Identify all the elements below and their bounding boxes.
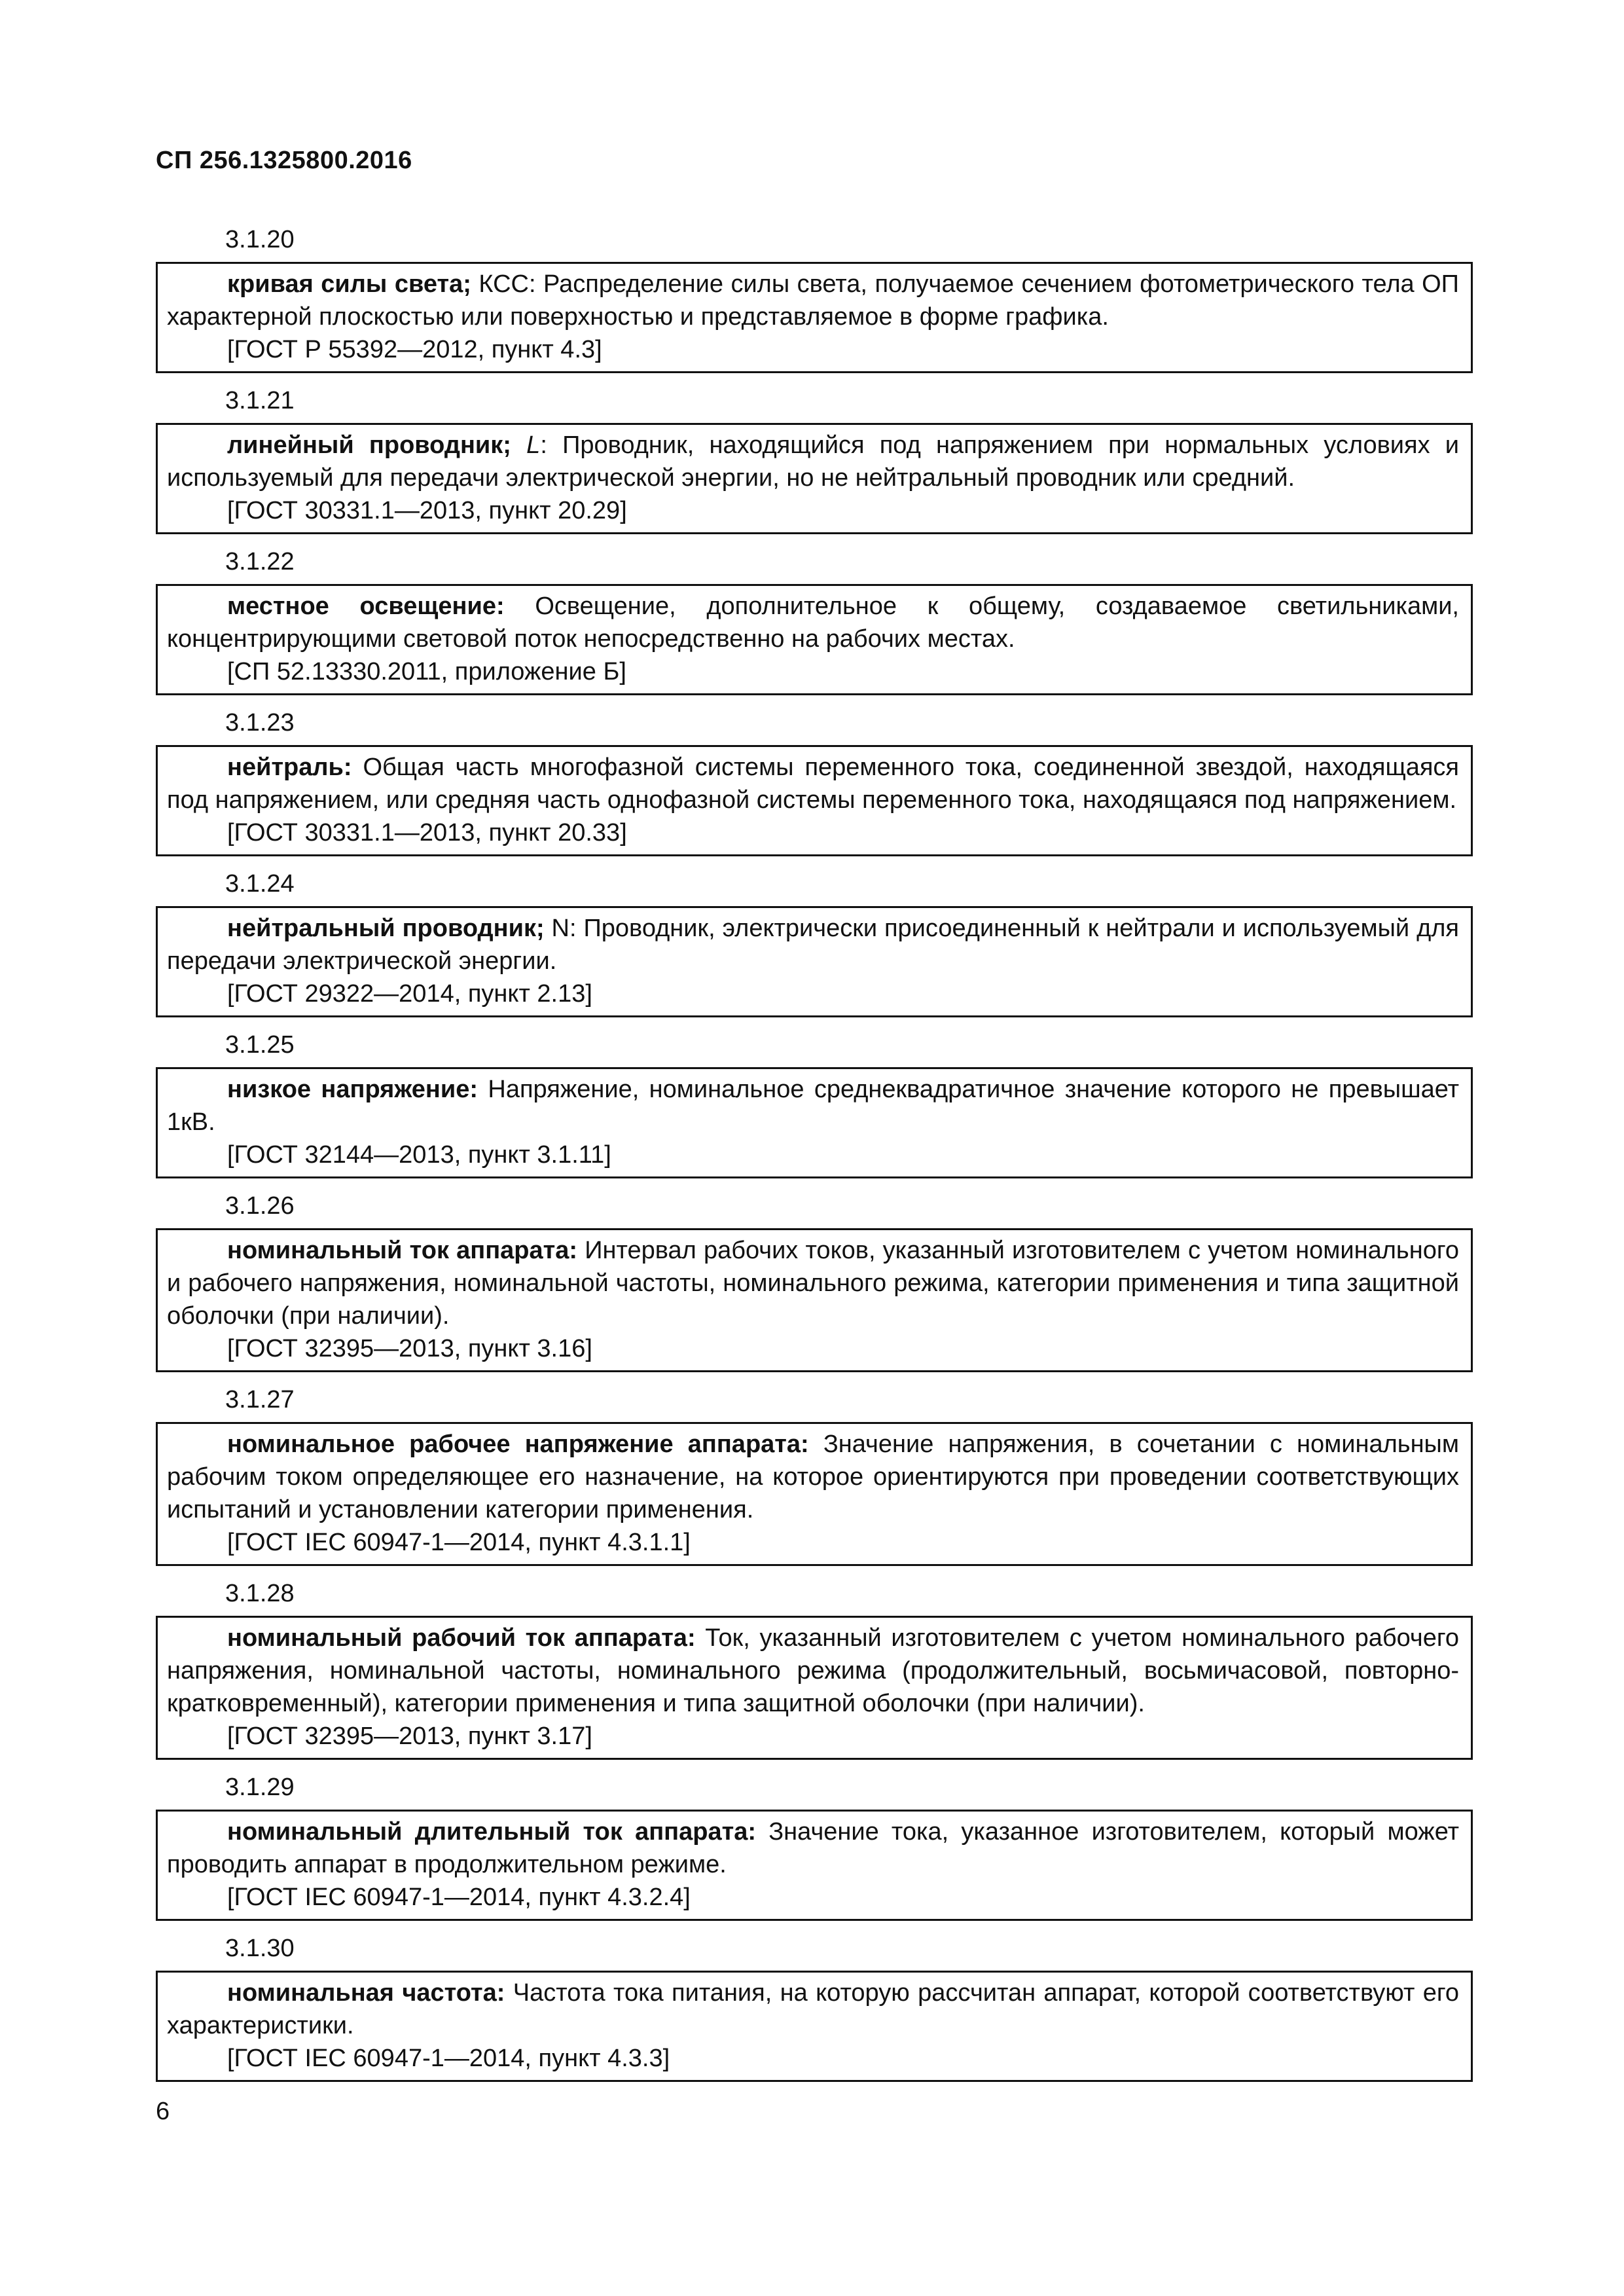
term-definition: Проводник, электрически присоединенный к нейтрали и используемый для передачи электрической энергии.: [167, 915, 1459, 975]
term-number: 3.1.28: [225, 1580, 295, 1607]
term-source: [ГОСТ 30331.1—2013, пункт 20.33]: [227, 819, 627, 847]
term-source: [ГОСТ IEC 60947-1—2014, пункт 4.3.1.1]: [227, 1529, 691, 1556]
term-name: номинальный рабочий ток аппарата:: [227, 1624, 696, 1652]
term-number: 3.1.25: [225, 1031, 295, 1059]
term-definition: Значение тока, указанное изготовителем, который может проводить аппарат в продолжительном режиме.: [167, 1818, 1459, 1878]
term-source: [ГОСТ 32395—2013, пункт 3.17]: [227, 1722, 592, 1750]
term-entry: [156, 1931, 1473, 2082]
term-box: [156, 745, 1473, 856]
term-entry: [156, 1028, 1473, 1178]
term-number: 3.1.30: [225, 1935, 295, 1962]
term-abbr-italic: L: [526, 431, 541, 459]
term-name: номинальный длительный ток аппарата:: [227, 1818, 756, 1846]
term-definition: Частота тока питания, на которую рассчитан аппарат, которой соответствуют его характеристики.: [167, 1979, 1460, 2039]
term-definition: Освещение, дополнительное к общему, создаваемое светильниками, концентрирующими световой поток непосредственно на рабочих местах.: [167, 592, 1459, 653]
term-source: [ГОСТ Р 55392—2012, пункт 4.3]: [227, 336, 602, 363]
term-number: 3.1.23: [225, 709, 295, 737]
term-entry: [156, 706, 1473, 856]
term-source: [ГОСТ 32395—2013, пункт 3.16]: [227, 1335, 592, 1362]
term-definition-paragraph: [167, 1622, 1459, 1720]
term-definition-paragraph: [167, 268, 1459, 333]
term-definition: Общая часть многофазной системы переменного тока, соединенной звездой, находящаяся под напряжением, или средняя часть однофазной системы переменного тока, находящаяся под напряжением.: [167, 754, 1459, 814]
term-name: нейтральный проводник;: [227, 915, 545, 942]
term-abbr-after: :: [540, 431, 547, 459]
term-box: [156, 584, 1473, 695]
term-name: номинальное рабочее напряжение аппарата:: [227, 1430, 809, 1458]
term-name: местное освещение:: [227, 592, 505, 620]
term-definition: Интервал рабочих токов, указанный изготовителем с учетом номинального и рабочего напряжения, номинальной частоты, номинального режима, категории применения и типа защитной оболочки (при наличии).: [167, 1237, 1459, 1330]
term-definition: Проводник, находящийся под напряжением при нормальных условиях и используемый для передачи электрической энергии, но не нейтральный проводник или средний.: [167, 431, 1459, 492]
term-number: 3.1.21: [225, 387, 295, 414]
term-source: [ГОСТ 29322—2014, пункт 2.13]: [227, 980, 592, 1008]
terms-list: [156, 223, 1473, 2092]
term-entry: [156, 1383, 1473, 1566]
term-definition-paragraph: [167, 1815, 1459, 1881]
term-entry: [156, 384, 1473, 534]
term-box: [156, 1067, 1473, 1178]
term-source: [ГОСТ 30331.1—2013, пункт 20.29]: [227, 497, 627, 524]
term-abbr: КСС:: [471, 270, 536, 298]
term-number: 3.1.26: [225, 1192, 295, 1220]
term-name: низкое напряжение:: [227, 1076, 478, 1103]
term-entry: [156, 1189, 1473, 1372]
term-source: [ГОСТ IEC 60947-1—2014, пункт 4.3.2.4]: [227, 1884, 691, 1911]
term-definition: Значение напряжения, в сочетании с номинальным рабочим током определяющее его назначение, на которое ориентируются при проведении соответствующих испытаний и установлении категории применения.: [167, 1430, 1459, 1523]
term-number: 3.1.20: [225, 226, 295, 253]
term-name: кривая силы света;: [227, 270, 471, 298]
term-definition: Напряжение, номинальное среднеквадратичное значение которого не превышает 1кВ.: [167, 1076, 1460, 1136]
term-source: [СП 52.13330.2011, приложение Б]: [227, 658, 626, 685]
term-entry: [156, 223, 1473, 373]
term-name: линейный проводник;: [227, 431, 511, 459]
term-definition: Распределение силы света, получаемое сечением фотометрического тела ОП характерной плоскостью или поверхностью и представляемое в форме графика.: [167, 270, 1459, 331]
term-entry: [156, 1770, 1473, 1921]
term-definition-paragraph: [167, 912, 1459, 977]
page-number: 6: [156, 2098, 170, 2125]
term-box: [156, 1810, 1473, 1921]
term-box: [156, 1228, 1473, 1372]
term-abbr: [511, 431, 526, 459]
term-entry: [156, 545, 1473, 695]
term-number: 3.1.22: [225, 548, 295, 575]
term-definition-paragraph: [167, 1234, 1459, 1332]
term-box: [156, 906, 1473, 1017]
term-name: нейтраль:: [227, 754, 352, 781]
term-box: [156, 262, 1473, 373]
term-definition-paragraph: [167, 429, 1459, 494]
term-name: номинальный ток аппарата:: [227, 1237, 578, 1264]
term-abbr: N:: [544, 915, 577, 942]
term-definition: Ток, указанный изготовителем с учетом номинального рабочего напряжения, номинальной частоты, номинального режима (продолжительный, восьмичасовой, повторно-кратковременный), категории применения и типа защитной оболочки (при наличии).: [167, 1624, 1459, 1717]
term-number: 3.1.27: [225, 1386, 295, 1413]
term-definition-paragraph: [167, 1977, 1459, 2042]
term-definition-paragraph: [167, 751, 1459, 816]
term-box: [156, 423, 1473, 534]
term-box: [156, 1616, 1473, 1760]
term-name: номинальная частота:: [227, 1979, 505, 2007]
term-box: [156, 1971, 1473, 2082]
term-number: 3.1.24: [225, 870, 295, 898]
term-source: [ГОСТ IEC 60947-1—2014, пункт 4.3.3]: [227, 2045, 670, 2072]
term-definition-paragraph: [167, 590, 1459, 655]
document-code-header: СП 256.1325800.2016: [156, 147, 412, 174]
term-source: [ГОСТ 32144—2013, пункт 3.1.11]: [227, 1141, 611, 1169]
term-box: [156, 1422, 1473, 1566]
term-entry: [156, 867, 1473, 1017]
term-definition-paragraph: [167, 1428, 1459, 1526]
term-definition-paragraph: [167, 1073, 1459, 1139]
term-number: 3.1.29: [225, 1774, 295, 1801]
term-entry: [156, 1576, 1473, 1760]
